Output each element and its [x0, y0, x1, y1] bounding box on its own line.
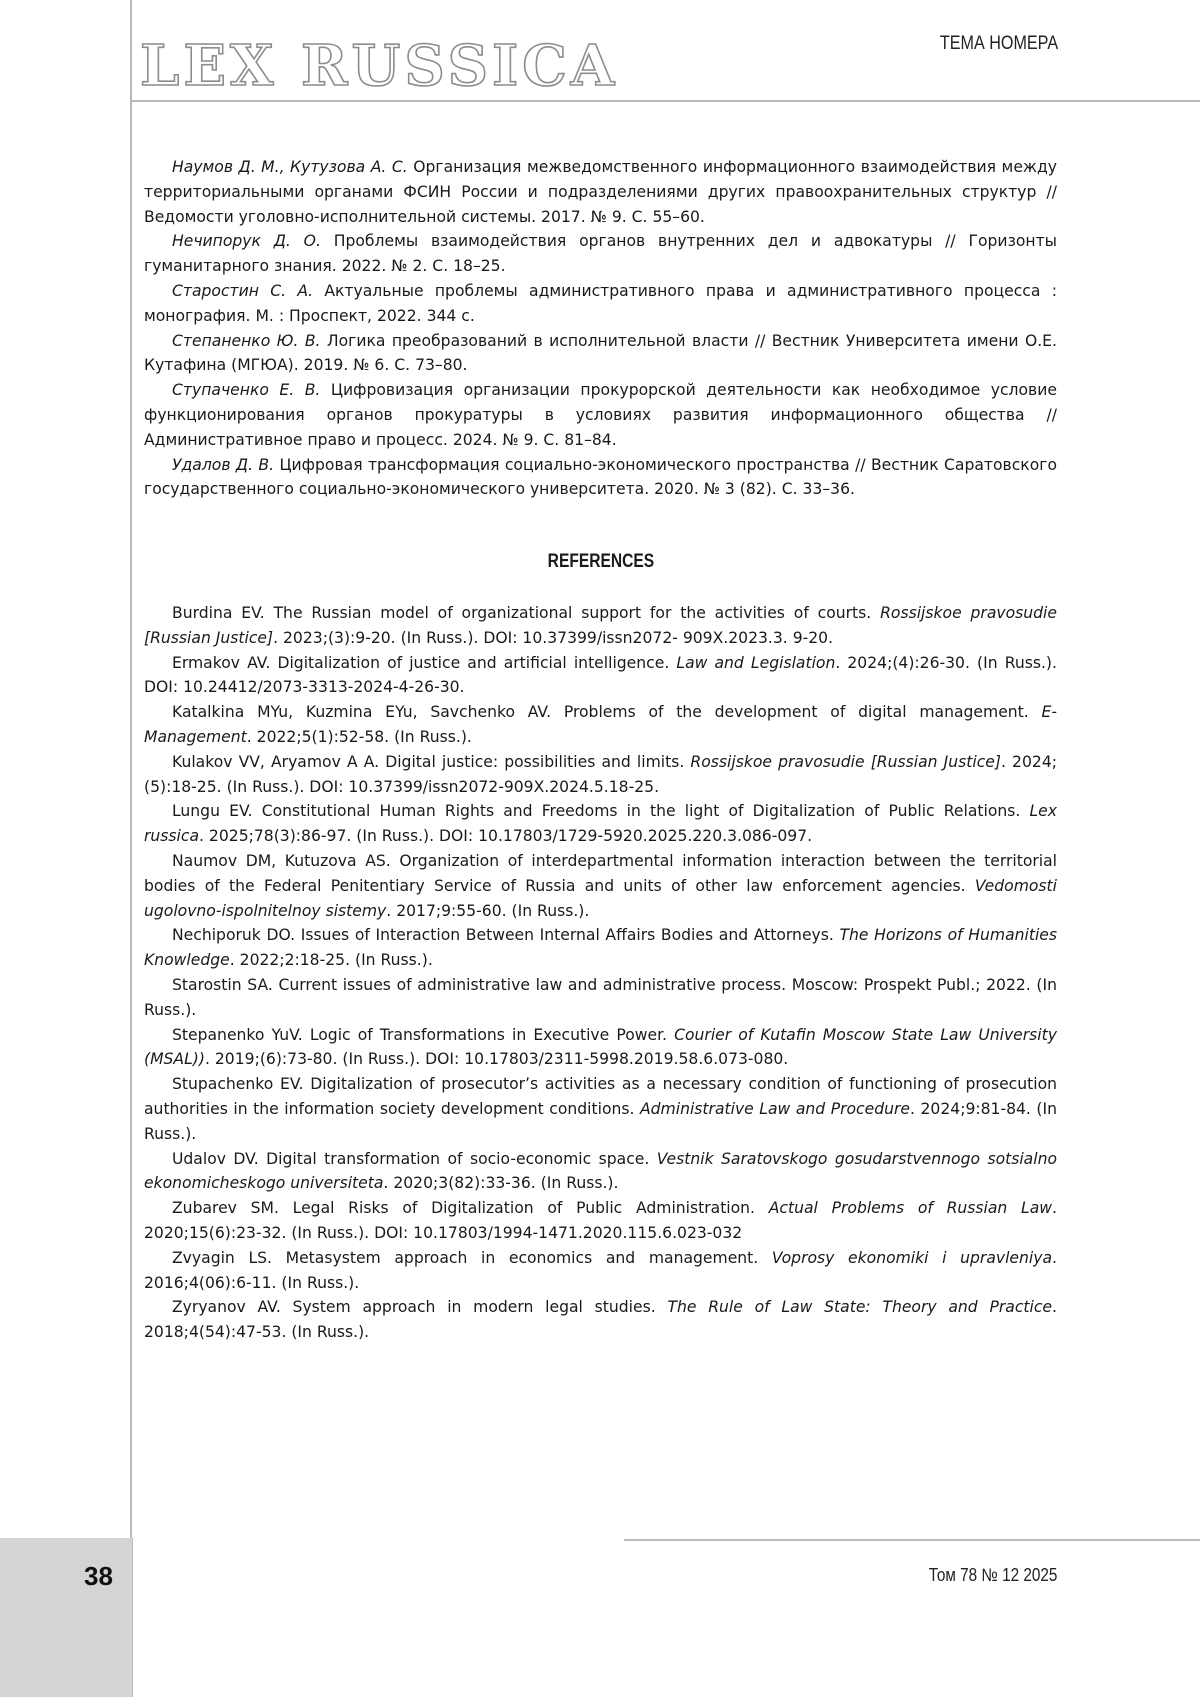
reference-journal: Voprosy ekonomiki i upravleniya	[771, 1248, 1053, 1267]
reference-author: Степаненко Ю. В.	[172, 331, 321, 350]
reference-text: Burdina EV. The Russian model of organizational support for the activities of courts.	[172, 604, 881, 622]
reference-author: Старостин С. А.	[172, 281, 314, 300]
references-heading	[144, 551, 1057, 573]
reference-text: Naumov DM, Kutuzova AS. Organization of interdepartmental information interaction between the territorial bodies of the Federal Penitentiary Service of Russia and units of other law enforcement agencies.	[144, 851, 1057, 895]
reference-text: Katalkina MYu, Kuzmina EYu, Savchenko AV. Problems of the development of digital management.	[172, 703, 1042, 722]
reference-journal: The Horizons of Humanities Knowledge	[144, 926, 1057, 970]
reference-entry	[144, 229, 1057, 279]
references-heading-text: REFERENCES	[547, 551, 654, 572]
reference-journal: Rossijskoe pravosudie [Russian Justice]	[144, 604, 1057, 647]
page-number-block	[0, 1538, 133, 1697]
reference-entry	[144, 651, 1057, 701]
reference-text: Ermakov AV. Digitalization of justice and artificial intelligence.	[172, 653, 677, 672]
reference-entry	[144, 378, 1057, 452]
reference-details: . 2018;4(54):47-53. (In Russ.).	[144, 1298, 1057, 1342]
reference-text: Stupachenko EV. Digitalization of prosecutor’s activities as a necessary condition of functioning of prosecution authorities in the information society development conditions.	[144, 1075, 1057, 1118]
reference-entry	[144, 799, 1057, 849]
reference-text: Организация межведомственного информационного взаимодействия между территориальными органами ФСИН России и подразделениями других правоохранительных структур // Ведомости уголовно-исполнительной системы. 2017. № 9. С. 55–60.	[144, 158, 1057, 226]
reference-journal: Lex russica	[144, 802, 1057, 846]
reference-text: Проблемы взаимодействия органов внутренних дел и адвокатуры // Горизонты гуманитарного знания. 2022. № 2. С. 18–25.	[144, 232, 1057, 276]
reference-text: Lungu EV. Constitutional Human Rights and Freedoms in the light of Digitalization of Public Relations.	[172, 802, 1030, 821]
reference-entry	[144, 849, 1057, 923]
english-reference-list	[144, 601, 1057, 1345]
reference-details: . 2017;9:55-60. (In Russ.).	[386, 901, 590, 920]
reference-details: . 2020;15(6):23-32. (In Russ.). DOI: 10.17803/1994-1471.2020.115.6.023-032	[144, 1199, 1057, 1242]
reference-text: Цифровизация организации прокурорской деятельности как необходимое условие функционирования органов прокуратуры в условиях развития информационного общества // Административное право и процесс. 2024. № 9. С. 81–84.	[144, 381, 1057, 449]
reference-details: . 2016;4(06):6-11. (In Russ.).	[144, 1248, 1057, 1292]
reference-entry	[144, 453, 1057, 503]
reference-entry	[144, 1246, 1057, 1296]
reference-details: . 2024;(5):18-25. (In Russ.). DOI: 10.37399/issn2072-909X.2024.5.18-25.	[144, 752, 1057, 796]
reference-entry	[144, 973, 1057, 1023]
left-margin-strip	[0, 0, 132, 1538]
reference-entry	[144, 1023, 1057, 1073]
reference-entry	[144, 750, 1057, 800]
reference-text: Starostin SA. Current issues of administrative law and administrative process. Moscow: Prospekt Publ.; 2022. (In Russ.).	[144, 975, 1057, 1019]
reference-text: Zubarev SM. Legal Risks of Digitalization of Public Administration.	[172, 1199, 769, 1218]
reference-details: . 2024;9:81-84. (In Russ.).	[144, 1099, 1057, 1143]
reference-journal: Vestnik Saratovskogo gosudarstvennogo sotsialno ekonomicheskogo universiteta	[144, 1149, 1057, 1193]
reference-text: Stepanenko YuV. Logic of Transformations in Executive Power.	[172, 1025, 675, 1044]
reference-details: . 2019;(6):73-80. (In Russ.). DOI: 10.17803/2311-5998.2019.58.6.073-080.	[204, 1050, 789, 1069]
reference-text: Udalov DV. Digital transformation of socio-economic space.	[172, 1149, 657, 1168]
reference-journal: Vedomosti ugolovno-ispolnitelnoy sistemy	[144, 876, 1057, 920]
reference-text: Актуальные проблемы административного права и административного процесса : монография. М. : Проспект, 2022. 344 с.	[144, 281, 1057, 325]
reference-text: Kulakov VV, Aryamov A A. Digital justice: possibilities and limits.	[172, 752, 691, 771]
reference-text: Nechiporuk DO. Issues of Interaction Between Internal Affairs Bodies and Attorneys.	[172, 926, 840, 945]
reference-text: Логика преобразований в исполнительной власти // Вестник Университета имени О.Е. Кутафина (МГЮА). 2019. № 6. С. 73–80.	[144, 331, 1057, 375]
reference-details: . 2022;5(1):52-58. (In Russ.).	[246, 727, 472, 746]
reference-details: . 2023;(3):9-20. (In Russ.). DOI: 10.37399/issn2072- 909X.2023.3. 9-20.	[273, 628, 834, 647]
reference-journal: Courier of Kutafin Moscow State Law University (MSAL))	[144, 1025, 1057, 1069]
reference-details: . 2020;3(82):33-36. (In Russ.).	[383, 1174, 619, 1193]
reference-entry	[144, 601, 1057, 651]
journal-logo: LEX RUSSICA	[140, 33, 619, 99]
reference-journal: Administrative Law and Procedure	[639, 1099, 911, 1118]
reference-journal: Rossijskoe pravosudie [Russian Justice]	[690, 752, 1001, 771]
reference-entry	[144, 700, 1057, 750]
russian-reference-list	[144, 155, 1057, 502]
reference-journal: Law and Legislation	[676, 653, 836, 672]
reference-details: . 2025;78(3):86-97. (In Russ.). DOI: 10.17803/1729-5920.2025.220.3.086-097.	[199, 827, 813, 846]
issue-info: Том 78 № 12 2025	[928, 1565, 1057, 1585]
reference-text: Цифровая трансформация социально-экономического пространства // Вестник Саратовского государственного социально-экономического университета. 2020. № 3 (82). С. 33–36.	[144, 455, 1057, 499]
reference-text: Zyryanov AV. System approach in modern legal studies.	[172, 1298, 668, 1317]
reference-journal: E-Management	[144, 703, 1057, 746]
reference-entry	[144, 1295, 1057, 1345]
reference-entry	[144, 1147, 1057, 1197]
reference-entry	[144, 329, 1057, 379]
reference-text: Zvyagin LS. Metasystem approach in economics and management.	[172, 1248, 772, 1267]
reference-details: . 2022;2:18-25. (In Russ.).	[229, 951, 433, 970]
reference-author: Наумов Д. М., Кутузова А. С.	[172, 158, 408, 176]
reference-entry	[144, 1072, 1057, 1146]
reference-author: Нечипорук Д. О.	[172, 232, 321, 251]
reference-entry	[144, 155, 1057, 229]
footer-divider	[624, 1539, 1200, 1541]
reference-author: Удалов Д. В.	[172, 455, 275, 474]
reference-journal: Actual Problems of Russian Law	[768, 1199, 1053, 1218]
section-title: ТЕМА НОМЕРА	[939, 33, 1058, 54]
reference-entry	[144, 923, 1057, 973]
reference-entry	[144, 279, 1057, 329]
page-number: 38	[84, 1561, 113, 1591]
reference-author: Ступаченко Е. В.	[172, 381, 321, 400]
reference-entry	[144, 1196, 1057, 1246]
reference-journal: The Rule of Law State: Theory and Practice	[667, 1298, 1053, 1317]
reference-details: . 2024;(4):26-30. (In Russ.). DOI: 10.24412/2073-3313-2024-4-26-30.	[144, 653, 1057, 697]
